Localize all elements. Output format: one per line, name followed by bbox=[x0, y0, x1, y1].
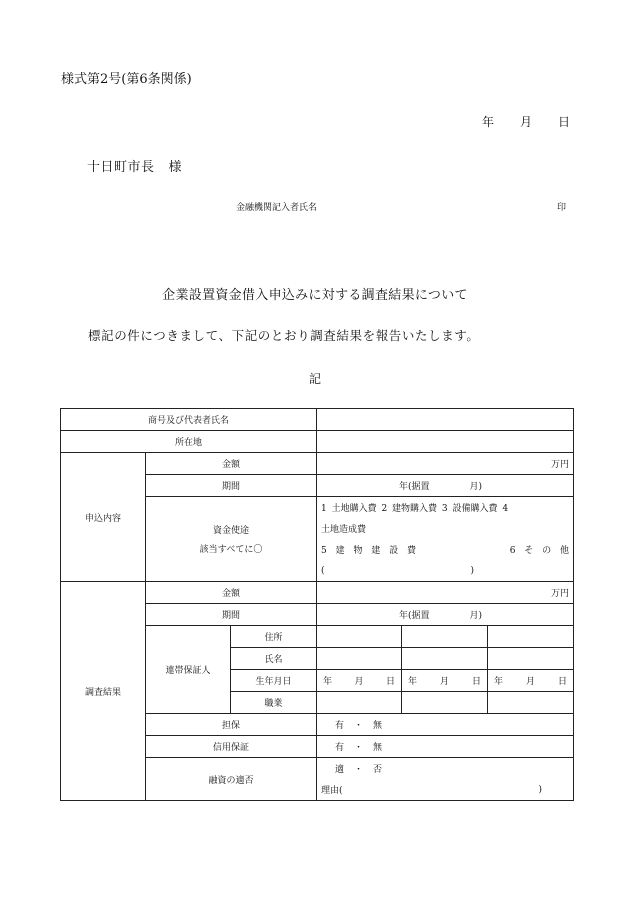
business-name-value[interactable] bbox=[317, 409, 574, 431]
res-period-value[interactable] bbox=[317, 604, 574, 626]
res-amount-label: 金額 bbox=[146, 582, 317, 604]
guarantor-1-occupation[interactable] bbox=[317, 692, 402, 714]
dob-year: 年 bbox=[408, 677, 418, 687]
guarantor-address-label: 住所 bbox=[231, 626, 317, 648]
survey-table bbox=[60, 408, 574, 801]
guarantor-occupation-label: 職業 bbox=[231, 692, 317, 714]
date-month: 月 bbox=[519, 115, 532, 129]
reason-line bbox=[321, 779, 569, 800]
bank-signer-label: 金融機関記入者氏名 bbox=[236, 203, 318, 213]
addressee-name: 十日町市長 bbox=[87, 160, 155, 175]
dob-month: 月 bbox=[440, 677, 450, 687]
body-text: 標記の件につきまして、下記のとおり調査結果を報告いたします。 bbox=[88, 328, 480, 343]
table-row bbox=[61, 409, 574, 431]
res-amount-value[interactable] bbox=[317, 582, 574, 604]
yes-option[interactable]: 有 bbox=[335, 721, 345, 731]
app-period-value[interactable] bbox=[317, 475, 574, 497]
usage-option-6: 6 そ の 他 bbox=[509, 546, 570, 556]
usage-label: 資金使途 bbox=[213, 526, 250, 536]
table-row bbox=[61, 453, 574, 475]
reason-close: ) bbox=[538, 784, 543, 795]
res-period-label: 期間 bbox=[146, 604, 317, 626]
guarantor-2-dob[interactable] bbox=[402, 670, 488, 692]
dob-day: 日 bbox=[385, 677, 395, 687]
credit-guarantee-label: 信用保証 bbox=[146, 736, 317, 758]
usage-options[interactable] bbox=[317, 497, 574, 582]
form-number: 様式第2号(第6条関係) bbox=[61, 72, 192, 87]
paren-open: ( bbox=[321, 565, 325, 576]
dob-day: 日 bbox=[471, 677, 481, 687]
table-row bbox=[61, 431, 574, 453]
guarantor-1-dob[interactable] bbox=[317, 670, 402, 692]
location-label: 所在地 bbox=[61, 431, 317, 453]
usage-line-3 bbox=[321, 539, 569, 560]
suitability-choice[interactable] bbox=[317, 758, 574, 801]
dob-day: 日 bbox=[557, 677, 567, 687]
guarantor-2-address[interactable] bbox=[402, 626, 488, 648]
no-option[interactable]: 無 bbox=[373, 721, 383, 731]
table-row bbox=[61, 582, 574, 604]
date-year: 年 bbox=[482, 115, 495, 129]
dob-year: 年 bbox=[323, 677, 333, 687]
usage-line-4 bbox=[321, 560, 569, 581]
app-amount-label: 金額 bbox=[146, 453, 317, 475]
res-period-month: 月) bbox=[469, 611, 483, 621]
addressee bbox=[87, 156, 182, 175]
app-amount-value[interactable] bbox=[317, 453, 574, 475]
location-value[interactable] bbox=[317, 431, 574, 453]
suitability-label-text: 融資の適否 bbox=[208, 775, 254, 786]
document-title: 企業設置資金借入申込みに対する調査結果について bbox=[162, 288, 468, 303]
dob-month: 月 bbox=[526, 677, 536, 687]
date-day: 日 bbox=[557, 115, 570, 129]
guarantor-dob-label: 生年月日 bbox=[231, 670, 317, 692]
credit-guarantee-choice[interactable] bbox=[317, 736, 574, 758]
separator: ・ bbox=[354, 721, 364, 731]
app-period-label: 期間 bbox=[146, 475, 317, 497]
seal-mark: 印 bbox=[557, 203, 567, 213]
collateral-label: 担保 bbox=[146, 714, 317, 736]
dob-month: 月 bbox=[354, 677, 364, 687]
separator: ・ bbox=[354, 743, 364, 753]
honorific: 様 bbox=[168, 160, 183, 175]
ki-heading: 記 bbox=[308, 372, 321, 386]
guarantor-2-name[interactable] bbox=[402, 648, 488, 670]
app-period-year: 年(据置 bbox=[399, 482, 430, 492]
suitability-label bbox=[146, 758, 317, 801]
res-amount-unit: 万円 bbox=[551, 589, 570, 599]
app-period-month: 月) bbox=[469, 482, 483, 492]
usage-note: 該当すべてに〇 bbox=[199, 545, 263, 555]
result-section-label: 調査結果 bbox=[61, 582, 146, 801]
collateral-choice[interactable] bbox=[317, 714, 574, 736]
guarantor-3-occupation[interactable] bbox=[488, 692, 574, 714]
guarantor-2-occupation[interactable] bbox=[402, 692, 488, 714]
usage-line-1: 1 土地購入費 2 建物購入費 3 設備購入費 4 bbox=[321, 504, 509, 514]
res-period-year: 年(据置 bbox=[399, 611, 430, 621]
appropriate-option[interactable]: 適 bbox=[335, 765, 345, 775]
guarantor-3-name[interactable] bbox=[488, 648, 574, 670]
business-name-label: 商号及び代表者氏名 bbox=[61, 409, 317, 431]
usage-option-5: 5 建 物 建 設 費 bbox=[321, 546, 417, 556]
guarantor-3-address[interactable] bbox=[488, 626, 574, 648]
paren-close: ) bbox=[470, 565, 475, 576]
inappropriate-option[interactable]: 否 bbox=[373, 765, 383, 775]
no-option[interactable]: 無 bbox=[373, 743, 383, 753]
dob-year: 年 bbox=[494, 677, 504, 687]
guarantor-label: 連帯保証人 bbox=[146, 626, 231, 714]
usage-line-2: 土地造成費 bbox=[321, 525, 367, 535]
date-line bbox=[482, 113, 570, 130]
guarantor-3-dob[interactable] bbox=[488, 670, 574, 692]
app-amount-unit: 万円 bbox=[551, 460, 570, 470]
guarantor-1-address[interactable] bbox=[317, 626, 402, 648]
guarantor-name-label: 氏名 bbox=[231, 648, 317, 670]
reason-label: 理由( bbox=[321, 786, 343, 796]
separator: ・ bbox=[354, 765, 364, 775]
guarantor-1-name[interactable] bbox=[317, 648, 402, 670]
usage-label-cell bbox=[146, 497, 317, 582]
yes-option[interactable]: 有 bbox=[335, 743, 345, 753]
application-section-label: 申込内容 bbox=[61, 453, 146, 582]
